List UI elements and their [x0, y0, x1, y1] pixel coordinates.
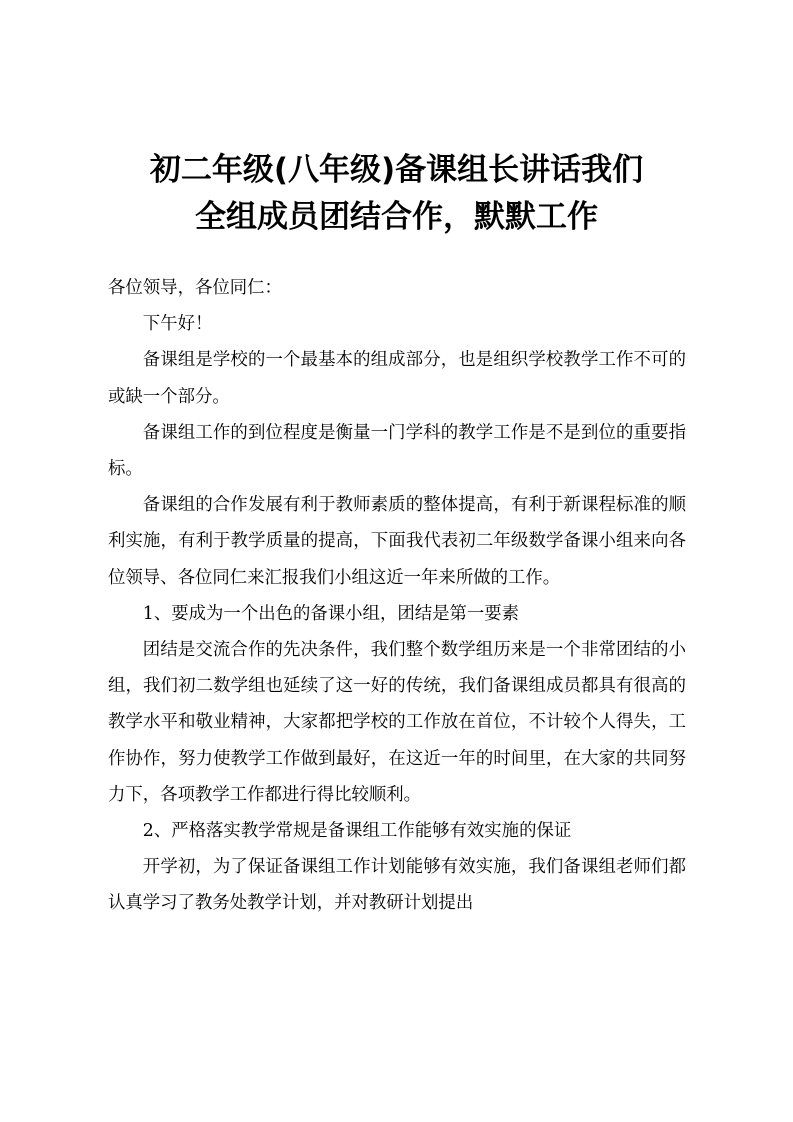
- document-body: [108, 270, 686, 922]
- title-line-2: 全组成员团结合作，默默工作: [195, 199, 598, 235]
- paragraph: 开学初，为了保证备课组工作计划能够有效实施，我们备课组老师们都认真学习了教务处教学计划，并对教研计划提出: [108, 857, 686, 914]
- paragraph: 备课组是学校的一个最基本的组成部分，也是组织学校教学工作不可的或缺一个部分。: [108, 350, 686, 407]
- greeting: 各位领导，各位同仁：: [108, 278, 282, 298]
- document-title: [60, 147, 733, 241]
- section-heading: 1、要成为一个出色的备课小组，团结是第一要素: [142, 603, 520, 624]
- paragraph: 备课组工作的到位程度是衡量一门学科的教学工作是不是到位的重要指标。: [108, 422, 686, 480]
- title-line-1: 初二年级(八年级)备课组长讲话我们: [149, 152, 644, 188]
- paragraph: 团结是交流合作的先决条件，我们整个数学组历来是一个非常团结的小组，我们初二数学组也延续了这一好的传统，我们备课组成员都具有很高的教学水平和敬业精神，大家都把学校的工作放在首位，不计较个人得失，工作协作，努力使教学工作做到最好，在这近一年的时间里，在大家的共同努力下，各项教学工作都进行得比较顺利。: [108, 640, 686, 805]
- paragraph: 下午好！: [142, 314, 213, 335]
- section-heading: 2、严格落实教学常规是备课组工作能够有效实施的保证: [142, 821, 572, 842]
- paragraph: 备课组的合作发展有利于教师素质的整体提高，有利于新课程标准的顺利实施，有利于教学质量的提高，下面我代表初二年级数学备课小组来向各位领导、各位同仁来汇报我们小组这近一年来所做的工作。: [108, 495, 686, 588]
